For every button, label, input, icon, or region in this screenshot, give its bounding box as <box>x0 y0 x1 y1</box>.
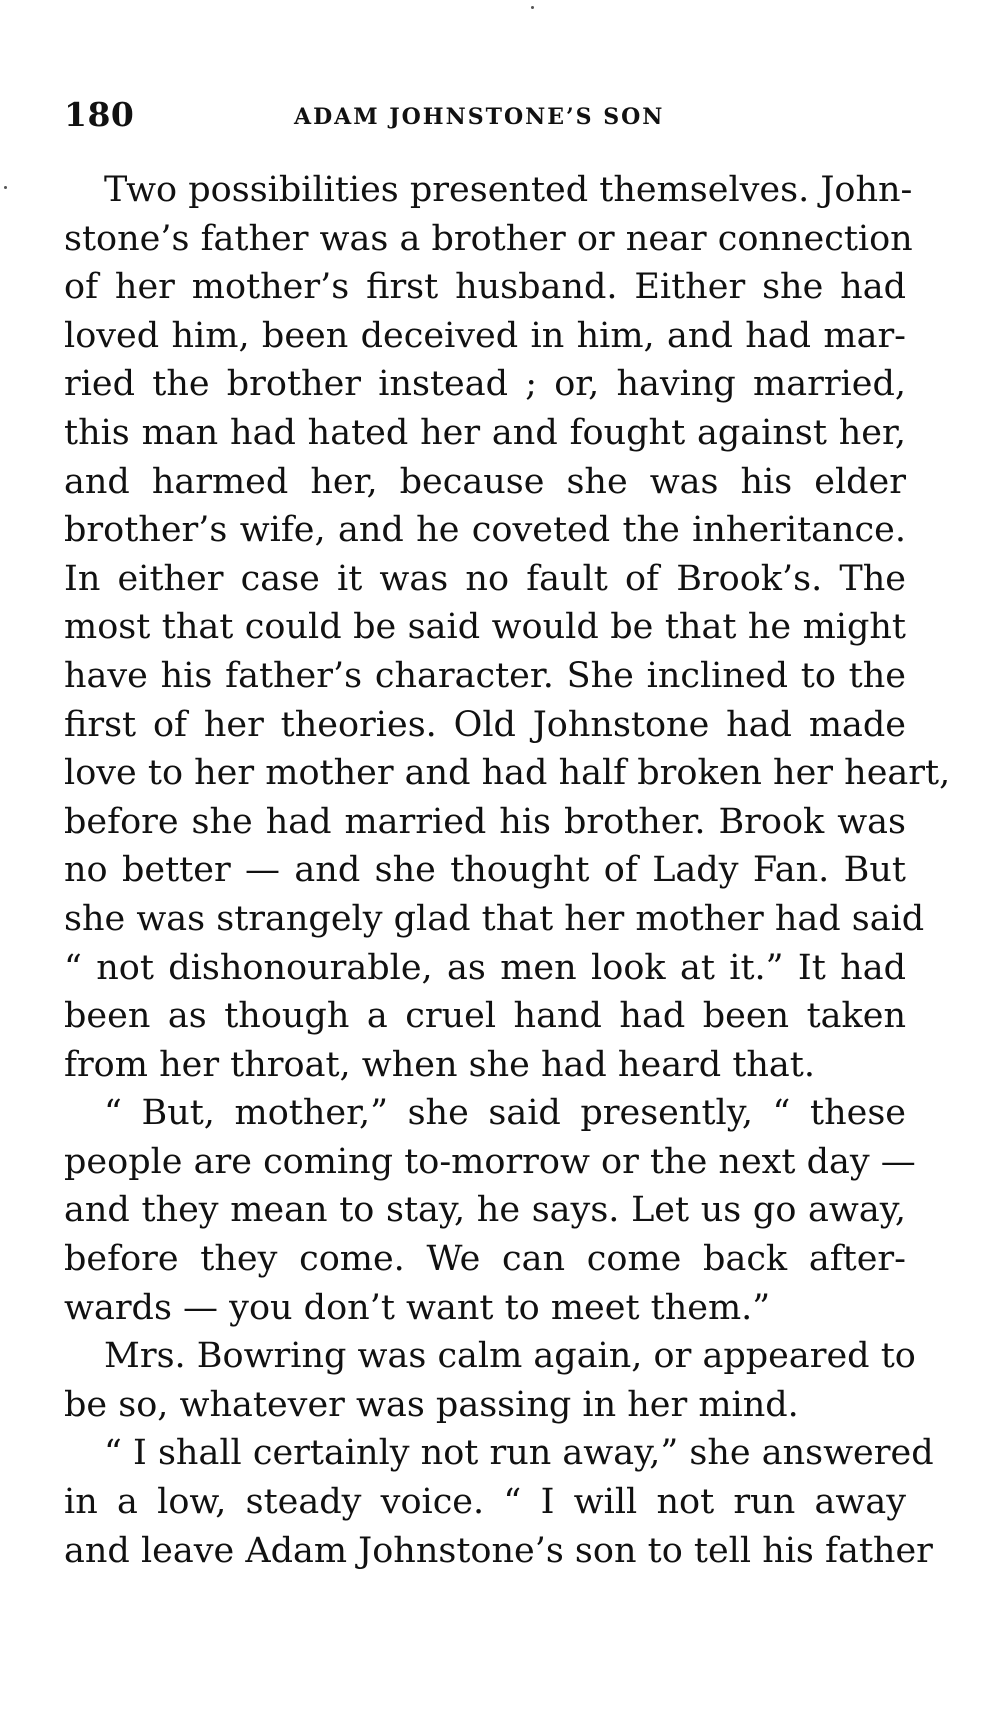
text-line: love to her mother and had half broken her heart, <box>64 753 951 794</box>
text-line: and leave Adam Johnstone’s son to tell his father <box>64 1530 933 1571</box>
body-text <box>64 166 951 1575</box>
text-line: from her throat, when she had heard that. <box>64 1044 815 1085</box>
text-line: Two possibilities presented themselves. John- <box>104 170 913 210</box>
text-line: before she had married his brother. Brook was <box>64 801 906 842</box>
page-number: 180 <box>64 95 135 134</box>
text-line: been as though a cruel hand had been taken <box>64 996 906 1037</box>
text-line: this man had hated her and fought against her, <box>64 412 906 453</box>
page-header <box>64 95 906 135</box>
text-line: “ I shall certainly not run away,” she answered <box>104 1433 934 1474</box>
print-speck <box>4 186 7 189</box>
text-line: In either case it was no fault of Brook’s. The <box>64 558 906 599</box>
text-line: loved him, been deceived in him, and had mar- <box>64 315 906 356</box>
text-line: and they mean to stay, he says. Let us go away, <box>64 1190 906 1231</box>
text-line: of her mother’s first husband. Either she had <box>64 267 906 308</box>
print-speck <box>531 6 534 9</box>
text-line: “ But, mother,” she said presently, “ these <box>104 1093 906 1134</box>
text-line: no better — and she thought of Lady Fan. But <box>64 850 906 891</box>
text-line: wards — you don’t want to meet them.” <box>64 1287 771 1328</box>
paragraph <box>64 1332 916 1429</box>
text-line: before they come. We can come back after- <box>64 1239 906 1280</box>
text-line: have his father’s character. She inclined to the <box>64 655 906 696</box>
text-line: and harmed her, because she was his elder <box>64 461 906 502</box>
text-line: ried the brother instead ; or, having married, <box>64 364 906 405</box>
running-title: ADAM JOHNSTONE’S SON <box>294 104 665 130</box>
text-line: she was strangely glad that her mother had said <box>64 898 925 939</box>
text-line: people are coming to-morrow or the next day — <box>64 1141 916 1182</box>
text-line: Mrs. Bowring was calm again, or appeared to <box>104 1336 916 1377</box>
paragraph <box>64 1089 916 1332</box>
text-line: stone’s father was a brother or near connection <box>64 218 913 259</box>
text-line: in a low, steady voice. “ I will not run away <box>64 1482 906 1523</box>
text-line: “ not dishonourable, as men look at it.” It had <box>64 947 906 988</box>
text-line: most that could be said would be that he might <box>64 607 906 648</box>
paragraph <box>64 166 951 1089</box>
text-line: be so, whatever was passing in her mind. <box>64 1384 799 1425</box>
paragraph <box>64 1429 934 1575</box>
text-line: brother’s wife, and he coveted the inheritance. <box>64 510 906 551</box>
text-line: first of her theories. Old Johnstone had made <box>64 704 906 745</box>
